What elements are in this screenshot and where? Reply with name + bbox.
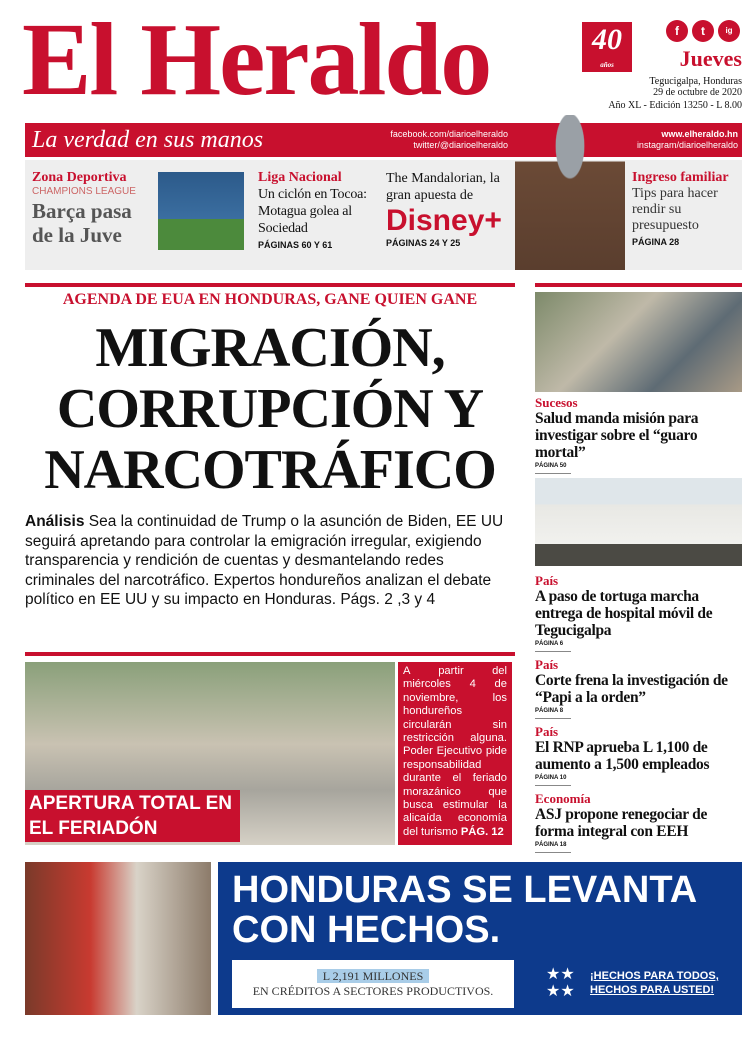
story-title: El RNP aprueba L 1,100 de aumento a 1,500 empleados: [535, 739, 710, 773]
social-links: [340, 129, 508, 151]
ad-title-1: HONDURAS SE LEVANTA: [232, 869, 698, 911]
analysis-label: Análisis: [25, 513, 85, 530]
badge-number: 40: [592, 23, 622, 56]
mobile-hospital-photo: [535, 478, 742, 566]
teaser-ingreso[interactable]: [632, 170, 742, 247]
divider: [25, 652, 515, 656]
edition-info: Año XL - Edición 13250 - L 8.00: [608, 100, 742, 111]
date: 29 de octubre de 2020: [653, 87, 742, 98]
instagram-link[interactable]: instagram/diarioelheraldo: [636, 140, 738, 150]
twitter-link[interactable]: twitter/@diarioelheraldo: [413, 140, 508, 150]
teaser-title: Un ciclón en Tocoa: Motagua golea al Sociedad: [258, 187, 367, 236]
facebook-link[interactable]: facebook.com/diarioelheraldo: [390, 129, 508, 139]
teaser-pages: PÁGINA 28: [632, 237, 680, 247]
lead-body: [25, 512, 515, 610]
lead-text: Sea la continuidad de Trump o la asunción de Biden, EE UU seguirá apretando para controlar la emigración irregular, exigiendo transparencia y rendición de cuentas y desmantelando redes criminales del narcotráfico. Expertos hondureños analizan el debate político en EE UU y su impacto en Honduras. Págs. 2 ,3 y 4: [25, 513, 504, 608]
lead-headline[interactable]: MIGRACIÓN, CORRUPCIÓN Y NARCOTRÁFICO: [44, 317, 496, 501]
weekday: Jueves: [679, 46, 742, 71]
story-title: Corte frena la investigación de “Papi a la orden”: [535, 672, 728, 706]
side-story[interactable]: [535, 658, 745, 719]
ad-detail: EN CRÉDITOS A SECTORES PRODUCTIVOS.: [252, 984, 494, 998]
disney-brand: Disney+: [386, 204, 502, 237]
teaser-sports[interactable]: [32, 170, 154, 247]
soccer-photo: [158, 172, 244, 250]
badge-sub: años: [600, 61, 614, 69]
side-story[interactable]: [535, 725, 745, 786]
instagram-icon[interactable]: ig: [718, 20, 740, 42]
story-page: PÁGINA 50: [535, 463, 571, 474]
ad-headline: [232, 870, 737, 950]
ad-title-2: CON HECHOS.: [232, 909, 501, 951]
story-kicker: País: [535, 573, 559, 588]
shop-photo: [25, 862, 211, 1015]
city: Tegucigalpa, Honduras: [649, 76, 742, 87]
story-kicker: País: [535, 657, 559, 672]
side-story[interactable]: [535, 396, 745, 474]
feature-text-box: [398, 662, 512, 845]
divider: [535, 283, 742, 287]
lead-kicker: AGENDA DE EUA EN HONDURAS, GANE QUIEN GANE: [62, 291, 478, 308]
ad-amount: L 2,191 MILLONES: [317, 969, 430, 983]
story-kicker: Economía: [535, 791, 591, 806]
side-story-list: [535, 574, 745, 853]
story-page: PÁGINA 6: [535, 641, 571, 652]
teaser-disney[interactable]: [386, 170, 516, 248]
story-title: ASJ propone renegociar de forma integral con EEH: [535, 806, 708, 840]
story-title: A paso de tortuga marcha entrega de hospital móvil de Tegucigalpa: [535, 588, 713, 639]
ad-slogan-2: HECHOS PARA USTED!: [590, 984, 715, 996]
teaser-title: The Mandalorian, la gran apuesta de: [386, 171, 500, 203]
divider: [25, 283, 515, 287]
teaser-pages: PÁGINAS 24 Y 25: [386, 238, 461, 248]
tagline: La verdad en sus manos: [32, 127, 264, 153]
website-link[interactable]: www.elheraldo.hn: [661, 129, 738, 139]
stars-icon: ★★ ★★: [546, 966, 575, 1000]
story-kicker: País: [535, 724, 559, 739]
side-story[interactable]: [535, 574, 745, 652]
anniversary-badge: [582, 22, 632, 72]
workers-photo: [535, 292, 742, 392]
teaser-kicker: Ingreso familiar: [632, 170, 729, 185]
story-page: PÁGINA 10: [535, 775, 571, 786]
teaser-kicker: Liga Nacional: [258, 170, 342, 185]
story-title: Salud manda misión para investigar sobre el “guaro mortal”: [535, 410, 699, 461]
newspaper-logo: El Heraldo: [22, 2, 491, 117]
side-story[interactable]: [535, 792, 745, 853]
teaser-title: Barça pasa de la Juve: [32, 199, 132, 247]
teaser-sub: CHAMPIONS LEAGUE: [32, 186, 136, 197]
teaser-kicker: Zona Deportiva: [32, 170, 127, 185]
ad-credit-box: [232, 960, 514, 1008]
ad-slogan: [590, 969, 719, 997]
ad-slogan-1: ¡HECHOS PARA TODOS,: [590, 970, 719, 982]
feature-caption[interactable]: APERTURA TOTAL EN EL FERIADÓN: [25, 790, 240, 842]
teaser-title: Tips para hacer rendir su presupuesto: [632, 186, 718, 233]
feature-page: PÁG. 12: [460, 825, 504, 838]
story-kicker: Sucesos: [535, 395, 578, 410]
teaser-pages: PÁGINAS 60 Y 61: [258, 240, 333, 250]
story-page: PÁGINA 8: [535, 708, 571, 719]
feature-text: A partir del miércoles 4 de noviembre, los hondureños circularán sin restricción alguna. Poder Ejecutivo pide responsabilidad durante el feriado morazánico que busca estimular la alicaída economía del turismo: [403, 665, 507, 838]
teaser-liga[interactable]: [258, 170, 382, 250]
facebook-icon[interactable]: f: [666, 20, 688, 42]
mandalorian-image: [515, 115, 625, 270]
twitter-icon[interactable]: t: [692, 20, 714, 42]
story-page: PÁGINA 18: [535, 842, 571, 853]
